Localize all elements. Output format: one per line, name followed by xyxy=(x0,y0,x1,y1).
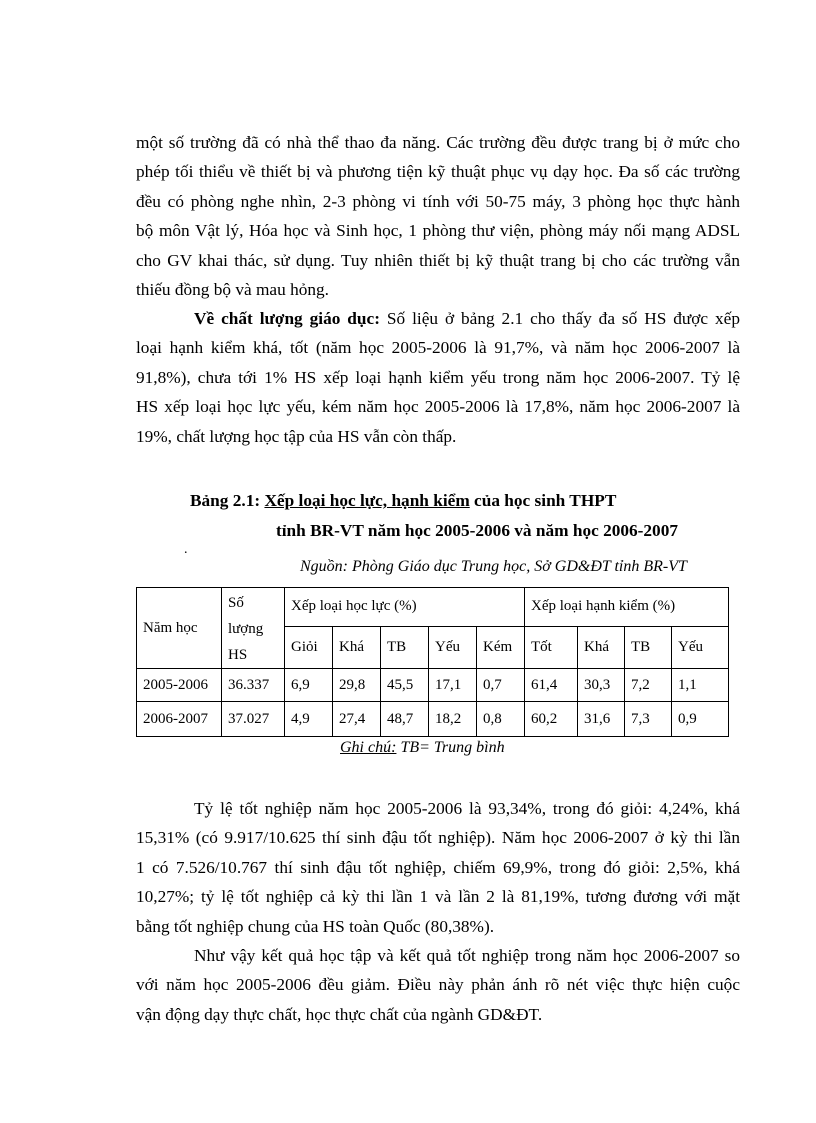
table-row xyxy=(137,702,729,737)
count-header-line: lượng xyxy=(228,621,264,637)
graduation-paragraph xyxy=(136,794,740,941)
results-table xyxy=(136,587,729,737)
intro-line: thiếu đồng bộ và mau hỏng. xyxy=(136,279,329,299)
table-title-label: Bảng 2.1: xyxy=(190,491,261,510)
table-header-row xyxy=(137,588,729,627)
quality-heading: Về chất lượng giáo dục: xyxy=(194,309,380,328)
cell-count: 37.027 xyxy=(222,702,285,737)
col-tb-hk: TB xyxy=(625,626,672,668)
table-note xyxy=(340,739,505,757)
graduation-line: 1 có 7.526/10.767 thí sinh đậu tốt nghiệp, chiếm 69,9%, trong đó giỏi: 2,5%, khá xyxy=(136,857,740,877)
cell-count: 36.337 xyxy=(222,669,285,702)
graduation-line: 10,27%; tỷ lệ tốt nghiệp cả kỳ thi lần 1 và lần 2 là 81,19%, tương đương với mặt xyxy=(136,887,740,907)
cell-value: 61,4 xyxy=(525,669,578,702)
intro-line: cho GV khai thác, sử dụng. Tuy nhiên thiết bị kỹ thuật trang bị cho các trường vẫn xyxy=(136,250,740,270)
quality-first-line xyxy=(136,304,740,333)
quality-line: 91,8%), chưa tới 1% HS xếp loại hạnh kiểm yếu trong năm học 2006-2007. Tỷ lệ xyxy=(136,367,740,387)
conclusion-paragraph xyxy=(136,941,740,1029)
count-header-line: HS xyxy=(228,647,248,663)
count-header-line: Số xyxy=(228,595,244,611)
graduation-line: 15,31% (có 9.917/10.625 thí sinh đậu tốt nghiệp). Năm học 2006-2007 ở kỳ thi lần xyxy=(136,828,740,848)
quality-paragraph xyxy=(136,304,740,451)
conclusion-line: vận động dạy thực chất, học thực chất của ngành GD&ĐT. xyxy=(136,1004,543,1024)
note-label: Ghi chú: xyxy=(340,739,397,756)
cell-value: 27,4 xyxy=(333,702,381,737)
col-yeu-hk: Yếu xyxy=(672,626,729,668)
cell-value: 0,9 xyxy=(672,702,729,737)
year-header: Năm học xyxy=(137,588,222,669)
cell-year: 2005-2006 xyxy=(137,669,222,702)
conclusion-line: Như vậy kết quả học tập và kết quả tốt nghiệp trong năm học 2006-2007 so xyxy=(194,946,740,965)
table-title-line-1 xyxy=(190,491,616,511)
quality-line: HS xếp loại học lực yếu, kém năm học 2005-2006 là 17,8%, năm học 2006-2007 là xyxy=(136,397,740,417)
conduct-header: Xếp loại hạnh kiểm (%) xyxy=(525,588,729,627)
quality-line: loại hạnh kiểm khá, tốt (năm học 2005-2006 là 91,7%, và năm học 2006-2007 là xyxy=(136,338,740,358)
graduation-line: Tỷ lệ tốt nghiệp năm học 2005-2006 là 93,34%, trong đó giỏi: 4,24%, khá xyxy=(194,799,740,818)
cell-year: 2006-2007 xyxy=(137,702,222,737)
col-tb: TB xyxy=(381,626,429,668)
cell-value: 31,6 xyxy=(578,702,625,737)
cell-value: 30,3 xyxy=(578,669,625,702)
conclusion-line: với năm học 2005-2006 đều giảm. Điều này phản ánh rõ nét việc thực hiện cuộc xyxy=(136,975,740,995)
cell-value: 1,1 xyxy=(672,669,729,702)
count-header xyxy=(222,588,285,669)
stray-dot: . xyxy=(184,542,188,557)
col-tot: Tốt xyxy=(525,626,578,668)
col-kem: Kém xyxy=(477,626,525,668)
table-title-underlined: Xếp loại học lực, hạnh kiểm xyxy=(264,491,470,510)
cell-value: 18,2 xyxy=(429,702,477,737)
cell-value: 60,2 xyxy=(525,702,578,737)
col-kha: Khá xyxy=(333,626,381,668)
cell-value: 7,3 xyxy=(625,702,672,737)
cell-value: 6,9 xyxy=(285,669,333,702)
cell-value: 45,5 xyxy=(381,669,429,702)
table-title-line-2: tỉnh BR-VT năm học 2005-2006 và năm học 2006-2007 xyxy=(276,521,678,540)
col-yeu: Yếu xyxy=(429,626,477,668)
cell-value: 4,9 xyxy=(285,702,333,737)
intro-line: một số trường đã có nhà thể thao đa năng. Các trường đều được trang bị ở mức cho xyxy=(136,133,740,152)
academic-header: Xếp loại học lực (%) xyxy=(285,588,525,627)
table-row xyxy=(137,669,729,702)
col-kha-hk: Khá xyxy=(578,626,625,668)
intro-line: phép tối thiểu về thiết bị và phương tiện kỹ thuật phục vụ dạy học. Đa số các trường xyxy=(136,162,740,182)
note-text: TB= Trung bình xyxy=(396,739,505,756)
cell-value: 7,2 xyxy=(625,669,672,702)
graduation-line: bằng tốt nghiệp chung của HS toàn Quốc (80,38%). xyxy=(136,916,495,936)
cell-value: 48,7 xyxy=(381,702,429,737)
table-title-rest: của học sinh THPT xyxy=(469,491,617,510)
cell-value: 17,1 xyxy=(429,669,477,702)
cell-value: 0,7 xyxy=(477,669,525,702)
intro-line: đều có phòng nghe nhìn, 2-3 phòng vi tính với 50-75 máy, 3 phòng học thực hành xyxy=(136,191,740,211)
col-gioi: Giỏi xyxy=(285,626,333,668)
cell-value: 0,8 xyxy=(477,702,525,737)
quality-line: 19%, chất lượng học tập của HS vẫn còn thấp. xyxy=(136,426,457,446)
intro-paragraph xyxy=(136,128,740,304)
intro-line: bộ môn Vật lý, Hóa học và Sinh học, 1 phòng thư viện, phòng máy nối mạng ADSL xyxy=(136,221,740,241)
table-source: Nguồn: Phòng Giáo dục Trung học, Sở GD&ĐT tỉnh BR-VT xyxy=(300,558,687,575)
cell-value: 29,8 xyxy=(333,669,381,702)
quality-first-line-text: Số liệu ở bảng 2.1 cho thấy đa số HS được xếp xyxy=(379,309,740,328)
